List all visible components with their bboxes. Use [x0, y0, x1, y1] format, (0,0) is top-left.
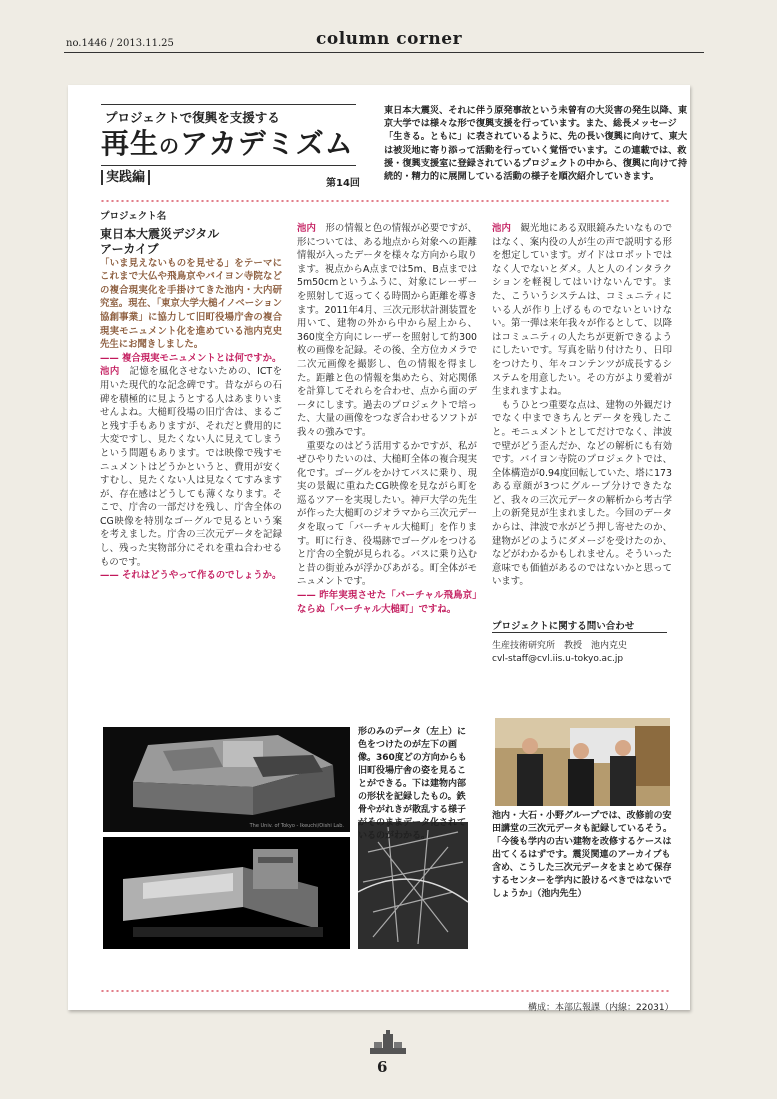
column-1 — [100, 210, 282, 583]
contact-email: cvl-staff@cvl.iis.u-tokyo.ac.jp — [492, 654, 624, 664]
photo-research-group — [495, 718, 670, 806]
issue-number: no.1446 / 2013.11.25 — [66, 38, 174, 49]
dotted-divider-top — [100, 200, 670, 202]
yasuda-auditorium-icon — [368, 1030, 408, 1056]
project-title: 東日本大震災デジタル アーカイブ — [100, 226, 220, 256]
question-2: —— それはどうやって作るのでしょうか。 — [100, 570, 282, 582]
answer-2b: 重要なのはどう活用するかですが、私がぜひやりたいのは、大槌町全体の複合現実化です。ゴーグルをかけてバスに乗り、現実の景観に重ねたCG映像を見ながら町を巡るツアーを実現したい。神戸大学の先生が作った大槌町のジオラマから三次元データを取って「バーチャル大槌町」を作ります。町に行き、役場跡でゴーグルをつけると庁舎の全貌が見られる。バスに乗り込むと昔の街並みが浮かびあがる。町全体がモニュメントです。 — [297, 440, 477, 588]
question-3: —— 昨年実現させた「バーチャル飛鳥京」ならぬ「バーチャル大槌町」ですね。 — [297, 590, 477, 615]
title-rule-bottom — [101, 165, 356, 166]
column-2 — [297, 222, 477, 616]
contact-title: プロジェクトに関する問い合わせ — [492, 621, 635, 632]
series-subtitle: 実践編 — [101, 170, 150, 185]
project-label: プロジェクト名 — [100, 211, 167, 222]
answer-2: 池内 形の情報と色の情報が必要ですが、形については、ある地点から対象への距離情報が入ったデータを様々な方向から取ります。視点からA点までは5m、B点までは5m50cmというふうに、対象にレーザーを照射して返ってくる時間から距離を導きます。2011年4月、三次元形状計測装置を用いて、建物の外から中から屋上から、360度全方向にレーザーを照射して約300枚の画像を記録。その後、全方位カメラで二次元画像を撮影し、色の情報を得ました。距離と色の情報を集めたら、対応関係を計算してそれらを合わせ、点から面のデータにします。過去のプロジェクトで培った、大量の画像をつなぎ合わせるソフトが我々の強みです。 — [297, 223, 477, 438]
header-rule — [64, 52, 704, 53]
editor-credit: 構成：本部広報課（内線：22031） — [528, 1003, 674, 1013]
dotted-divider-bottom — [100, 990, 670, 992]
contact-info — [492, 640, 627, 666]
episode-number: 第14回 — [326, 178, 360, 189]
contact-org: 生産技術研究所 教授 池内克史 — [492, 641, 628, 651]
group-photo-illustration — [495, 718, 670, 806]
section-title: column corner — [316, 29, 463, 49]
contact-rule — [492, 632, 667, 633]
answer-3: 池内 観光地にある双眼鏡みたいなものではなく、案内役の人が生の声で説明する形を想定しています。ガイドはロボットではなく人でないとダメ。人と人のインタラクションを軽視してはいけないんです。また、こういうシステムは、コミュニティにいる人が作り上げるものでないといけない。第一弾は来年我々が作るとして、以降はコミュニティの人たちが更新できるようにしたいです。写真を貼り付けたり、日印をつけたり、年々コンテンツが成長するシステムを用意したい。その方がより愛着が生まれますよね。 — [492, 223, 672, 398]
building-color-illustration — [103, 837, 350, 949]
building-scan-illustration — [103, 727, 350, 832]
photo-credit: The Univ. of Tokyo - Ikeuchi/Oishi Lab. — [249, 823, 344, 829]
answer-3b: もうひとつ重要な点は、建物の外観だけでなく中まできちんとデータを残したこと。モニュメントとしてだけでなく、津波で壁がどう歪んだか、などの解析にも有効です。バイヨン寺院のプロジェクトでは、全体構造が0.94度回転していた、塔に173ある章顔が3つにグループ分けできたなど、我々の三次元データの解析から考古学上の新発見が生まれました。今回のデータからは、津波で水がどう押し寄せたのか、建物がどのようにダメージを受けたのか、などがわかるかもしれません。そういった意味でも価値があるのではないかと思っています。 — [492, 399, 672, 588]
title-rule-top — [101, 104, 356, 105]
lead-paragraph: 「いま見えないものを見せる」をテーマにこれまで大仏や飛鳥京やバイヨン寺院などの複合現実化を手掛けてきた池内・大内研究室。現在、「東京大学大槌イノベーション協創事業」に協力して旧町役場庁舎の複合現実モニュメント化を進めている池内克史先生にお聞きしました。 — [100, 257, 282, 351]
series-kicker: プロジェクトで復興を支援する — [105, 110, 280, 125]
page-number: 6 — [377, 1058, 388, 1076]
photo-3d-color-data — [103, 837, 350, 949]
column-3 — [492, 222, 672, 589]
question-1: —— 複合現実モニュメントとは何ですか。 — [100, 352, 282, 364]
answer-1: 池内 記憶を風化させないための、ICTを用いた現代的な記念碑です。昔ながらの石碑を積極的に見ようとする人はあまりいませんよね。大槌町役場の旧庁舎は、まるごと残す手もありますが、それだと費用的に大変ですし、見たくない人に見えてしまうという問題もあります。では映像で残すモニュメントはどうかというと、費用が安くすむし、見たくない人は見なくてすみますが、存在感はどうしても薄くなります。そこで、庁舎の一部だけを残し、庁舎全体のCG映像を特別なゴーグルで見るという案を考えました。庁舎の三次元データを記録し、残った実物部分にそれを重ね合わせるものです。 — [100, 366, 282, 568]
photo-3d-shape-data — [103, 727, 350, 832]
photo-caption-left: 形のみのデータ（左上）に色をつけたのが左下の画像。360度どの方向からも旧町役場庁舎の姿を見ることができる。下は建物内部の形状を記録したもの。鉄骨やがれきが散乱する様子がそのままデータ化されているのがわかる。 — [358, 727, 467, 841]
series-title: 再生のアカデミズム — [101, 127, 354, 160]
photo-caption-right: 池内・大石・小野グループでは、改修前の安田講堂の三次元データも記録しているそう。「今後も学内の古い建物を改修するケースは出てくるはずです。震災関連のアーカイブも含め、こうした三次元データをまとめて保存するセンターを学内に設けるべきではないでしょうか」（池内先生） — [492, 811, 673, 899]
series-intro: 東日本大震災、それに伴う原発事故という未曾有の大災害の発生以降、東京大学では様々な形で復興支援を行っています。また、総長メッセージ「生きる。ともに」に表されているように、先の長い復興に向けて、東大は被災地に寄り添って活動を行っていく覚悟でいます。この連載では、救援・復興支援室に登録されているプロジェクトの中から、復興に向けて持続的・精力的に展開している活動の様子を順次紹介していきます。 — [384, 105, 688, 183]
